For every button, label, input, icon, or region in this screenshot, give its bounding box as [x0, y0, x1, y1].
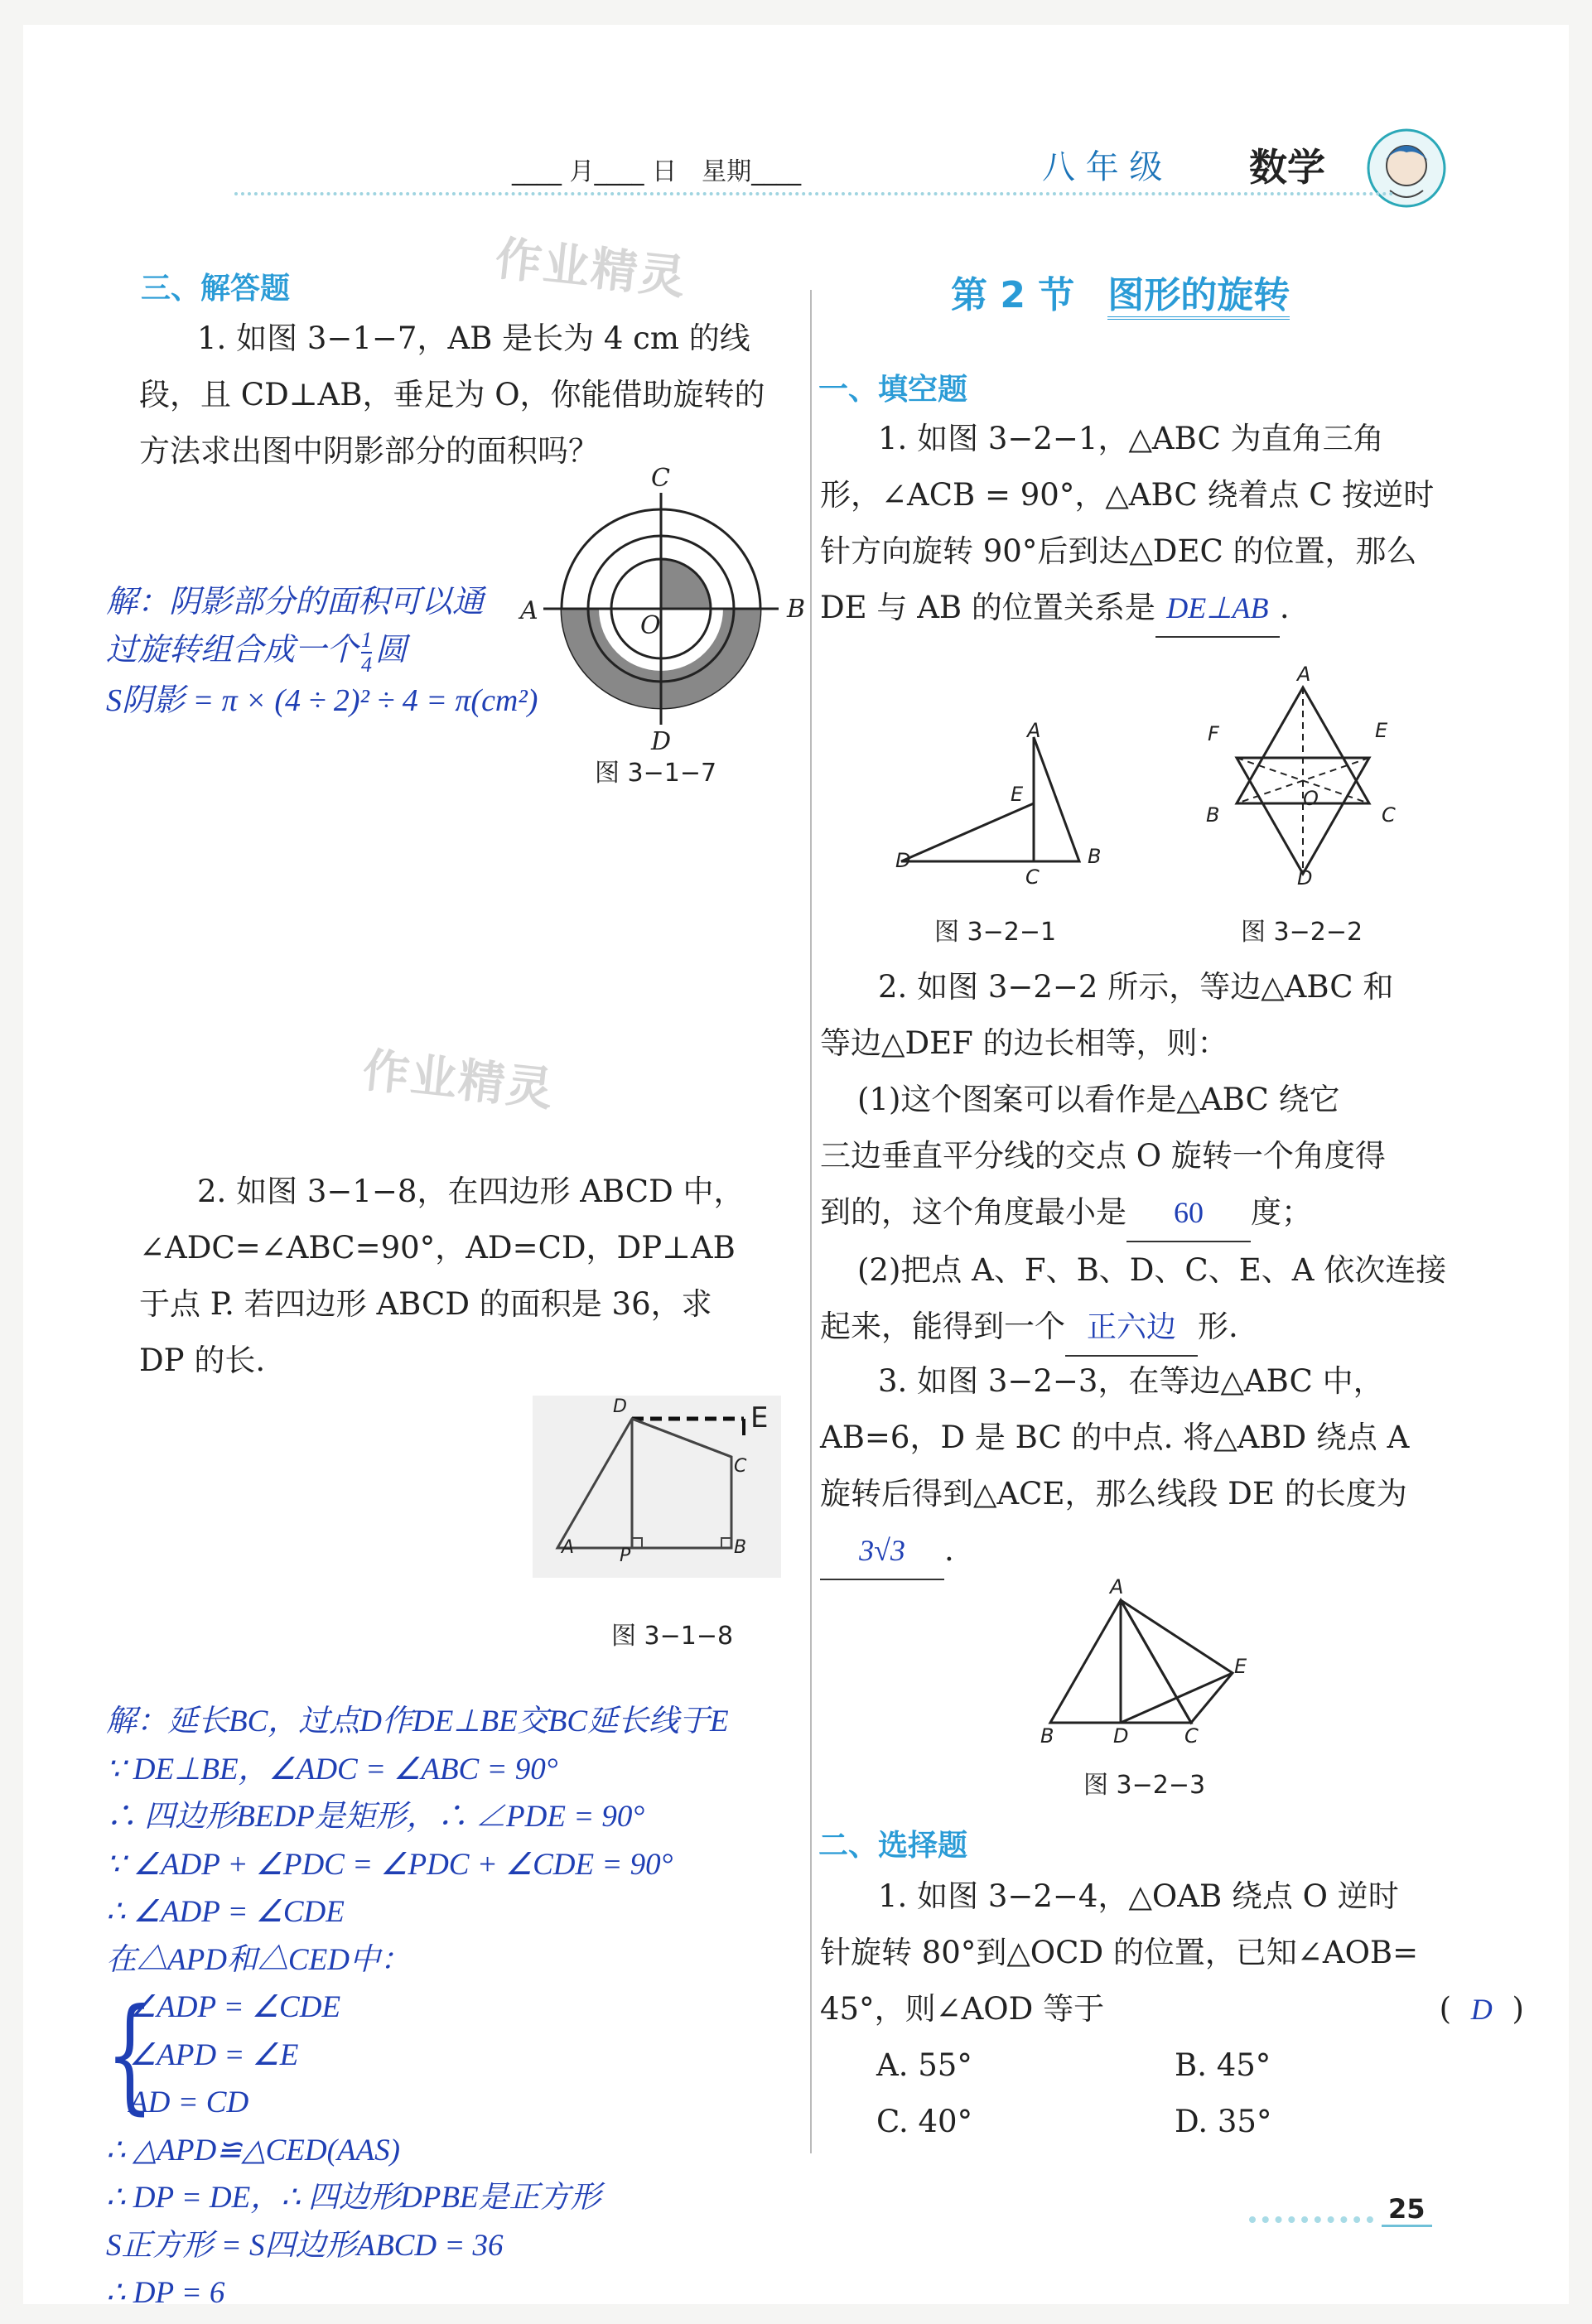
section-title: 第 2 节 图形的旋转 — [951, 265, 1290, 318]
fig321-label-e: E — [1011, 783, 1024, 806]
choice-options — [876, 2037, 1539, 2150]
fig322-label-a: A — [1297, 663, 1311, 686]
figure-3-2-3 — [1034, 1590, 1257, 1748]
handwritten-solution-2: 解：延长BC，过点D作DE⊥BE交BC延长线于E ∵ DE⊥BE，∠ADC = ∠ABC = 90° ∴ 四边形BEDP是矩形，∴ ∠PDE = 90° ∵ ∠ADP + ∠PDC = ∠PDC + ∠CDE = 90° ∴ ∠ADP = ∠CDE 在△APD和△CED中： { ∠ADP = ∠CDE ∠APD = ∠E AD = CD ∴ △APD≌△CED(AAS) ∴ DP = DE，∴ 四边形DPBE是正方形 S正方形 = S四边形ABCD = 36 ∴ DP = 6 — [106, 1704, 729, 2310]
handwritten-solution-1: 解：阴影部分的面积可以通 过旋转组合成一个 $\frac{1}{4}$ 圆 S阴影 = π × (4 ÷ 2)² ÷ 4 = π(cm²) — [106, 585, 538, 719]
fig317-label-b: B — [787, 595, 806, 624]
fig322-label-e: E — [1375, 719, 1388, 742]
fill-question-2: 2. 如图 3−2−2 所示，等边△ABC 和 等边△DEF 的边长相等，则： (1)这个图案可以看作是△ABC 绕它 三边垂直平分线的交点 O 旋转一个角度得 到的，这个角度最小是 60 度； (2)把点 A、F、B、D、C、E、A 依次连接 起来，能得到一个 正六边 形. — [820, 959, 1549, 1357]
answer-blank: 正六边 — [1065, 1299, 1198, 1357]
fig323-label-e: E — [1234, 1655, 1247, 1678]
fig318-label-d: D — [613, 1396, 627, 1417]
figure-3-2-2 — [1199, 679, 1406, 878]
fig317-label-o: O — [640, 611, 661, 640]
date-line: ____ 月____ 日 星期____ — [512, 157, 802, 186]
answer-blank: DE⊥AB — [1155, 580, 1280, 638]
column-divider — [810, 290, 812, 2153]
figure-caption: 图 3−1−7 — [595, 759, 717, 788]
fig318-label-p: P — [620, 1545, 631, 1566]
fig322-label-c: C — [1382, 803, 1396, 827]
figure-caption: 图 3−2−1 — [934, 918, 1057, 947]
fig318-label-a: A — [562, 1537, 575, 1558]
fig322-label-b: B — [1206, 803, 1220, 827]
question-2-text: 2. 如图 3−1−8，在四边形 ABCD 中， ∠ADC=∠ABC=90°，AD=CD，DP⊥AB 于点 P. 若四边形 ABCD 的面积是 36，求 DP 的长. — [139, 1174, 745, 1378]
option-c: C. 40° — [876, 2104, 973, 2139]
fig318-label-e: E — [750, 1401, 769, 1434]
fig321-label-c: C — [1025, 865, 1040, 889]
fig321-label-d: D — [895, 849, 911, 872]
answer-blank: 3√3 — [820, 1522, 944, 1580]
header-dotted-rule — [234, 192, 1394, 195]
fig322-label-d: D — [1297, 866, 1313, 890]
fill-question-1: 1. 如图 3−2−1，△ABC 为直角三角 形，∠ACB = 90°，△ABC 绕着点 C 按逆时 针方向旋转 90°后到达△DEC 的位置，那么 DE 与 AB 的位置关系是 DE⊥AB . — [820, 411, 1549, 638]
fig318-label-c: C — [734, 1456, 747, 1477]
fig322-label-f: F — [1208, 722, 1219, 745]
option-b: B. 45° — [1175, 2047, 1271, 2083]
mascot-icon — [1365, 123, 1448, 214]
fig323-label-a: A — [1110, 1575, 1124, 1598]
page-number-dots — [1249, 2216, 1373, 2223]
page-number: 25 — [1382, 2193, 1432, 2227]
fig317-label-a: A — [520, 596, 538, 625]
answer-bracket: ( D ) — [1439, 1991, 1524, 2027]
figure-3-1-7 — [537, 485, 785, 741]
subject-label: 数学 — [1249, 145, 1325, 190]
grade-label: 八 年 级 — [1042, 148, 1163, 186]
section-heading-fill: 一、填空题 — [818, 373, 968, 407]
option-a: A. 55° — [876, 2047, 972, 2083]
figure-caption: 图 3−2−3 — [1083, 1771, 1206, 1800]
question-1-text: 1. 如图 3−1−7，AB 是长为 4 cm 的线 段，且 CD⊥AB，垂足为 O，你能借助旋转的 方法求出图中阴影部分的面积吗？ — [139, 321, 765, 469]
fig323-label-b: B — [1040, 1724, 1054, 1748]
section-heading-choice: 二、选择题 — [818, 1829, 968, 1863]
watermark: 作业精灵 — [492, 232, 690, 306]
section-heading-answers: 三、解答题 — [141, 272, 291, 306]
fig317-label-d: D — [651, 727, 672, 756]
fig323-label-d: D — [1113, 1724, 1129, 1748]
figure-caption: 图 3−2−2 — [1241, 918, 1363, 947]
figure-caption: 图 3−1−8 — [611, 1622, 734, 1651]
fig322-label-o: O — [1303, 787, 1319, 810]
fig323-label-c: C — [1184, 1724, 1199, 1748]
workbook-page — [23, 25, 1569, 2310]
fig318-label-b: B — [734, 1537, 747, 1558]
fig321-label-a: A — [1027, 719, 1041, 742]
fig317-label-c: C — [651, 464, 670, 493]
fig321-label-b: B — [1088, 845, 1102, 868]
answer-blank: 60 — [1126, 1184, 1251, 1242]
choice-question-1: 1. 如图 3−2−4，△OAB 绕点 O 逆时 针旋转 80°到△OCD 的位置，已知∠AOB= 45°，则∠AOD 等于 ( D ) — [820, 1868, 1549, 2037]
fill-question-3: 3. 如图 3−2−3，在等边△ABC 中， AB=6，D 是 BC 的中点. 将△ABD 绕点 A 旋转后得到△ACE，那么线段 DE 的长度为 3√3 . — [820, 1353, 1549, 1580]
watermark: 作业精灵 — [359, 1044, 557, 1117]
option-d: D. 35° — [1175, 2104, 1272, 2139]
